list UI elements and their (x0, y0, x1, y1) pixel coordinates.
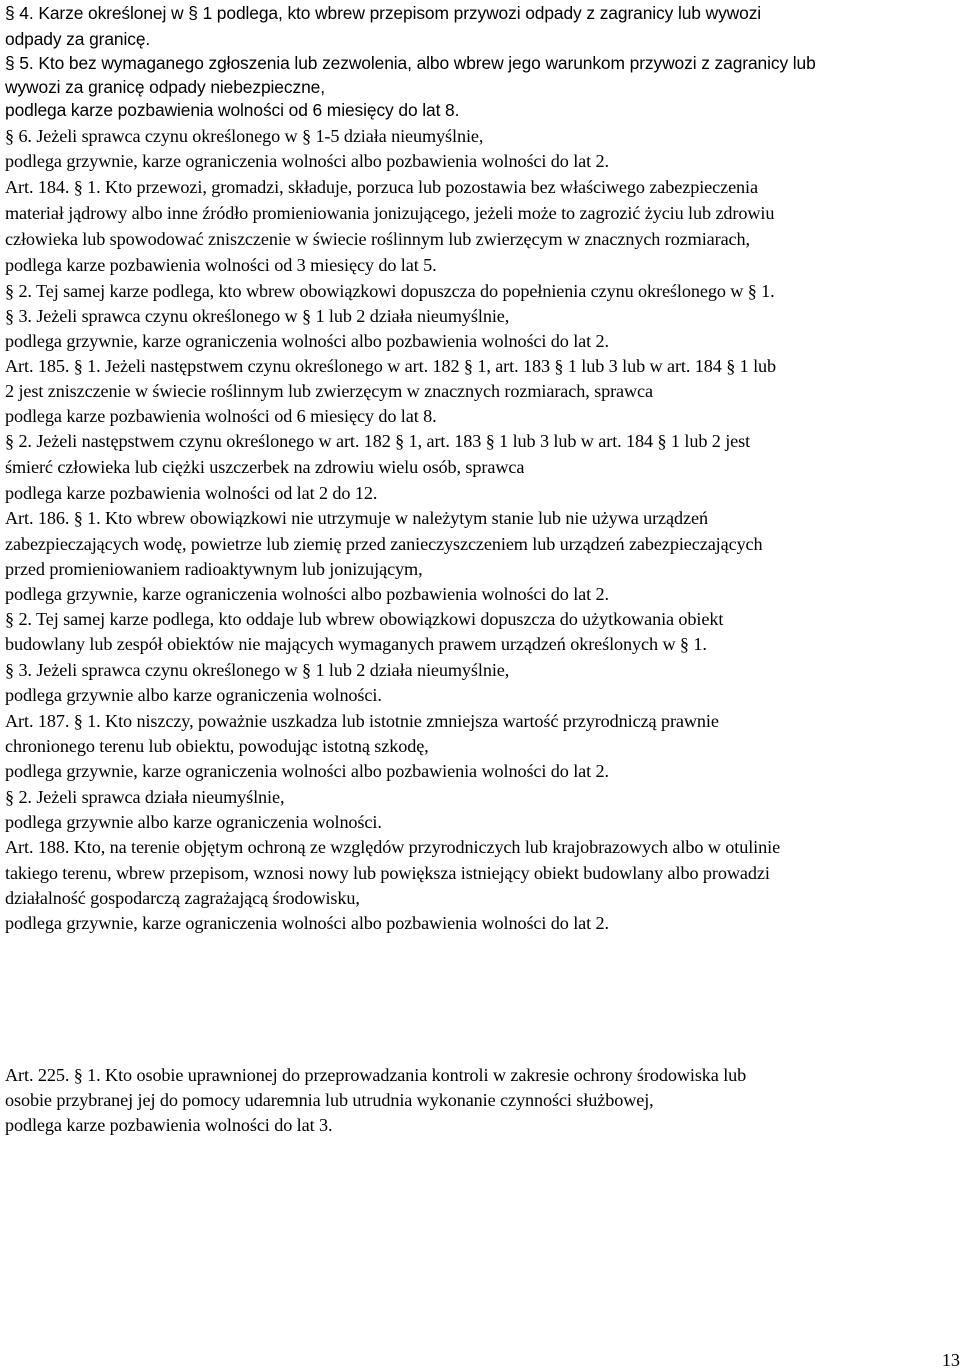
text-line: § 2. Tej samej karze podlega, kto oddaje lub wbrew obowiązkowi dopuszcza do użytkowania obiekt (5, 609, 724, 629)
page-number: 13 (941, 1350, 960, 1370)
text-line: przed promieniowaniem radioaktywnym lub jonizującym, (5, 559, 423, 579)
text-line: podlega grzywnie, karze ograniczenia wolności albo pozbawienia wolności do lat 2. (5, 151, 609, 171)
text-line: § 2. Tej samej karze podlega, kto wbrew obowiązkowi dopuszcza do popełnienia czynu określonego w § 1. (5, 281, 775, 301)
text-line: podlega karze pozbawienia wolności od 6 miesięcy do lat 8. (5, 406, 437, 426)
text-line: podlega karze pozbawienia wolności do lat 3. (5, 1115, 333, 1135)
text-line: wywozi za granicę odpady niebezpieczne, (5, 77, 325, 97)
text-line: osobie przybranej jej do pomocy udaremnia lub utrudnia wykonanie czynności służbowej, (5, 1090, 654, 1110)
text-line: Art. 187. § 1. Kto niszczy, poważnie uszkadza lub istotnie zmniejsza wartość przyrodniczą prawnie (5, 711, 719, 731)
text-line: Art. 185. § 1. Jeżeli następstwem czynu określonego w art. 182 § 1, art. 183 § 1 lub 3 lub w art. 184 § 1 lub (5, 356, 777, 376)
text-line: § 2. Jeżeli następstwem czynu określonego w art. 182 § 1, art. 183 § 1 lub 3 lub w art. 184 § 1 lub 2 jest (5, 431, 751, 451)
text-line: człowieka lub spowodować zniszczenie w świecie roślinnym lub zwierzęcym w znacznych rozmiarach, (5, 229, 750, 249)
text-line: Art. 184. § 1. Kto przewozi, gromadzi, składuje, porzuca lub pozostawia bez właściwego zabezpieczenia (5, 177, 758, 197)
text-line: podlega grzywnie albo karze ograniczenia wolności. (5, 685, 382, 705)
text-line: § 6. Jeżeli sprawca czynu określonego w § 1-5 działa nieumyślnie, (5, 126, 484, 146)
text-line: podlega karze pozbawienia wolności od lat 2 do 12. (5, 483, 378, 503)
text-line: działalność gospodarczą zagrażającą środowisku, (5, 888, 360, 908)
text-line: Art. 225. § 1. Kto osobie uprawnionej do przeprowadzania kontroli w zakresie ochrony środowiska lub (5, 1065, 747, 1085)
text-line: § 3. Jeżeli sprawca czynu określonego w § 1 lub 2 działa nieumyślnie, (5, 306, 510, 326)
text-line: Art. 188. Kto, na terenie objętym ochroną ze względów przyrodniczych lub krajobrazowych albo w otulinie (5, 837, 781, 857)
text-line: Art. 186. § 1. Kto wbrew obowiązkowi nie utrzymuje w należytym stanie lub nie używa urządzeń (5, 508, 708, 528)
text-line: śmierć człowieka lub ciężki uszczerbek na zdrowiu wielu osób, sprawca (5, 457, 525, 477)
text-line: § 3. Jeżeli sprawca czynu określonego w § 1 lub 2 działa nieumyślnie, (5, 660, 510, 680)
text-line: podlega grzywnie, karze ograniczenia wolności albo pozbawienia wolności do lat 2. (5, 331, 609, 351)
text-line: zabezpieczających wodę, powietrze lub ziemię przed zanieczyszczeniem lub urządzeń zabezpieczających (5, 534, 763, 554)
text-line: podlega grzywnie, karze ograniczenia wolności albo pozbawienia wolności do lat 2. (5, 761, 609, 781)
text-line: § 4. Karze określonej w § 1 podlega, kto wbrew przepisom przywozi odpady z zagranicy lub wywozi (5, 3, 762, 23)
text-line: chronionego terenu lub obiektu, powodując istotną szkodę, (5, 736, 429, 756)
text-line: podlega grzywnie, karze ograniczenia wolności albo pozbawienia wolności do lat 2. (5, 913, 609, 933)
text-line: budowlany lub zespół obiektów nie mających wymaganych prawem urządzeń określonych w § 1. (5, 634, 707, 654)
text-line: podlega grzywnie albo karze ograniczenia wolności. (5, 812, 382, 832)
text-line: podlega grzywnie, karze ograniczenia wolności albo pozbawienia wolności do lat 2. (5, 584, 609, 604)
text-line: takiego terenu, wbrew przepisom, wznosi nowy lub powiększa istniejący obiekt budowlany albo prowadzi (5, 863, 770, 883)
text-line: podlega karze pozbawienia wolności od 3 miesięcy do lat 5. (5, 255, 437, 275)
text-line: materiał jądrowy albo inne źródło promieniowania jonizującego, jeżeli może to zagrozić życiu lub zdrowiu (5, 203, 775, 223)
text-line: 2 jest zniszczenie w świecie roślinnym lub zwierzęcym w znacznych rozmiarach, sprawca (5, 381, 653, 401)
text-line: § 2. Jeżeli sprawca działa nieumyślnie, (5, 787, 285, 807)
text-line: podlega karze pozbawienia wolności od 6 miesięcy do lat 8. (5, 100, 460, 120)
text-line: odpady za granicę. (5, 29, 151, 49)
text-line: § 5. Kto bez wymaganego zgłoszenia lub zezwolenia, albo wbrew jego warunkom przywozi z zagranicy lub (5, 53, 816, 73)
